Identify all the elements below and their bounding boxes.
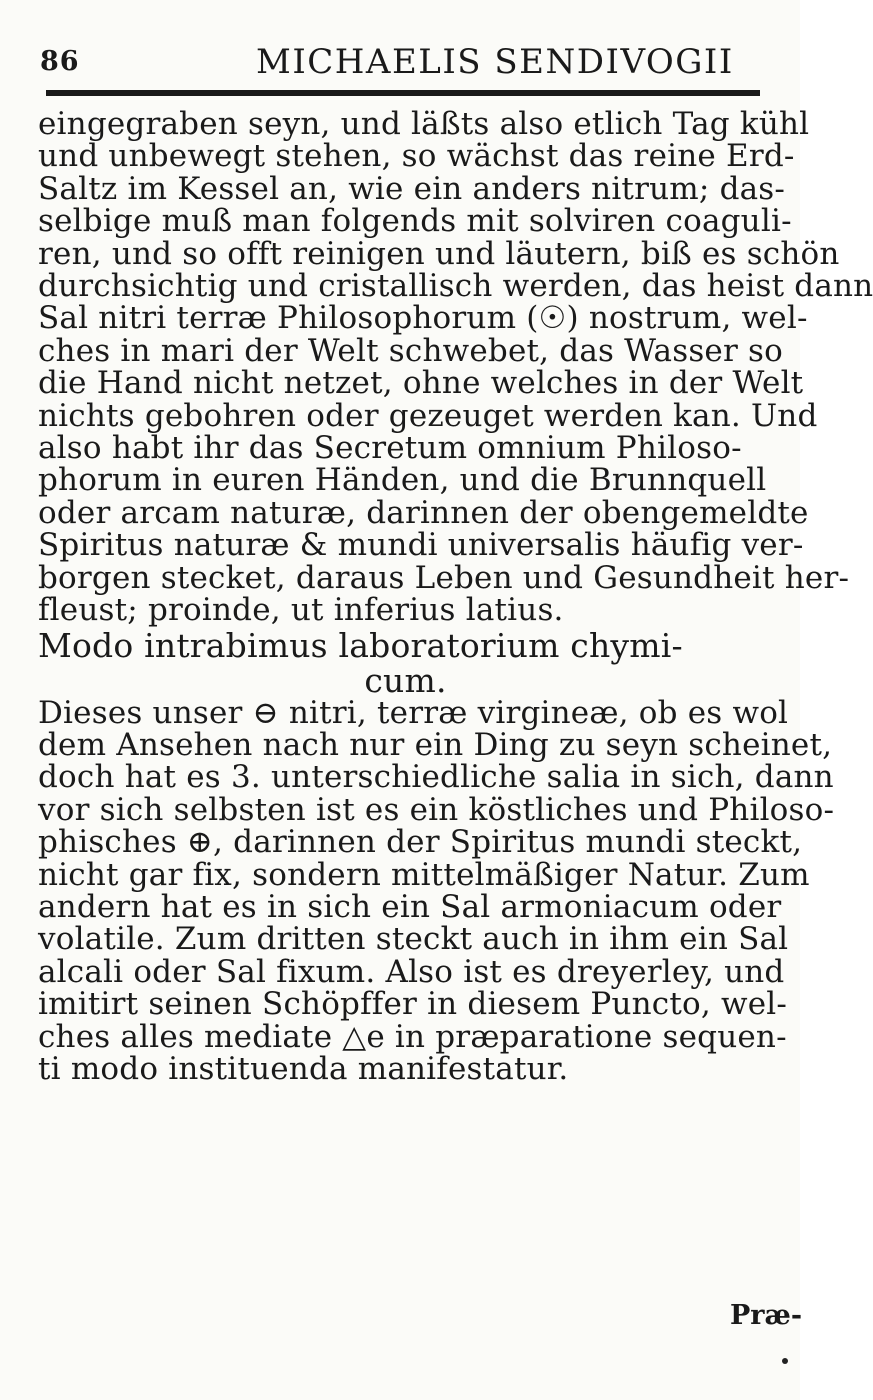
- text-line: oder arcam naturæ, darinnen der obengemeldte: [38, 494, 809, 531]
- text-line: nichts gebohren oder gezeuget werden kan. Und: [38, 397, 818, 434]
- page-header: [40, 40, 770, 86]
- text-line: phisches ⊕, darinnen der Spiritus mundi steckt,: [38, 824, 803, 861]
- text-line: Spiritus naturæ & mundi universalis häufig ver-: [38, 527, 804, 564]
- text-line: Saltz im Kessel an, wie ein anders nitrum; das-: [38, 170, 786, 207]
- ink-dot: [782, 1358, 788, 1364]
- text-line: selbige muß man folgends mit solviren coaguli-: [38, 203, 792, 240]
- text-line: Sal nitri terræ Philosophorum (☉) nostrum, wel-: [38, 300, 808, 337]
- text-line: ches alles mediate △e in præparatione sequen-: [38, 1018, 787, 1055]
- body-text: [38, 106, 873, 1087]
- text-line: also habt ihr das Secretum omnium Philoso-: [38, 430, 742, 467]
- text-line: eingegraben seyn, und läßts also etlich Tag kühl: [38, 106, 810, 142]
- text-line: doch hat es 3. unterschiedliche salia in sich, dann: [38, 759, 834, 796]
- header-rule: [46, 90, 760, 96]
- text-line: Dieses unser ⊖ nitri, terræ virgineæ, ob es wol: [38, 694, 789, 731]
- text-line: ti modo instituenda manifestatur.: [38, 1050, 569, 1087]
- running-head: MICHAELIS SENDIVOGII: [256, 42, 734, 82]
- text-line: andern hat es in sich ein Sal armoniacum oder: [38, 888, 782, 925]
- text-line: volatile. Zum dritten steckt auch in ihm ein Sal: [38, 921, 789, 958]
- text-line: borgen stecket, daraus Leben und Gesundheit her-: [38, 559, 850, 596]
- text-line: vor sich selbsten ist es ein köstliches und Philoso-: [38, 791, 835, 828]
- text-line: phorum in euren Händen, und die Brunnquell: [38, 462, 767, 499]
- text-line: und unbewegt stehen, so wächst das reine Erd-: [38, 138, 795, 175]
- text-line: ren, und so offt reinigen und läutern, biß es schön: [38, 235, 840, 272]
- text-line: alcali oder Sal fixum. Also ist es dreyerley, und: [38, 953, 785, 990]
- section-heading: Modo intrabimus laboratorium chymi-: [38, 625, 683, 665]
- catchword: Præ-: [730, 1300, 803, 1331]
- page-number: 86: [40, 46, 80, 77]
- text-line: nicht gar fix, sondern mittelmäßiger Natur. Zum: [38, 856, 810, 893]
- text-line: die Hand nicht netzet, ohne welches in der Welt: [38, 365, 804, 402]
- text-line: dem Ansehen nach nur ein Ding zu seyn scheinet,: [38, 726, 833, 763]
- text-line: ches in mari der Welt schwebet, das Wasser so: [38, 332, 784, 369]
- text-line: imitirt seinen Schöpffer in diesem Puncto, wel-: [38, 986, 788, 1023]
- text-line: durchsichtig und cristallisch werden, das heist dann: [38, 268, 873, 305]
- text-line: fleust; proinde, ut inferius latius.: [38, 592, 564, 629]
- section-heading-continued: cum.: [364, 660, 447, 700]
